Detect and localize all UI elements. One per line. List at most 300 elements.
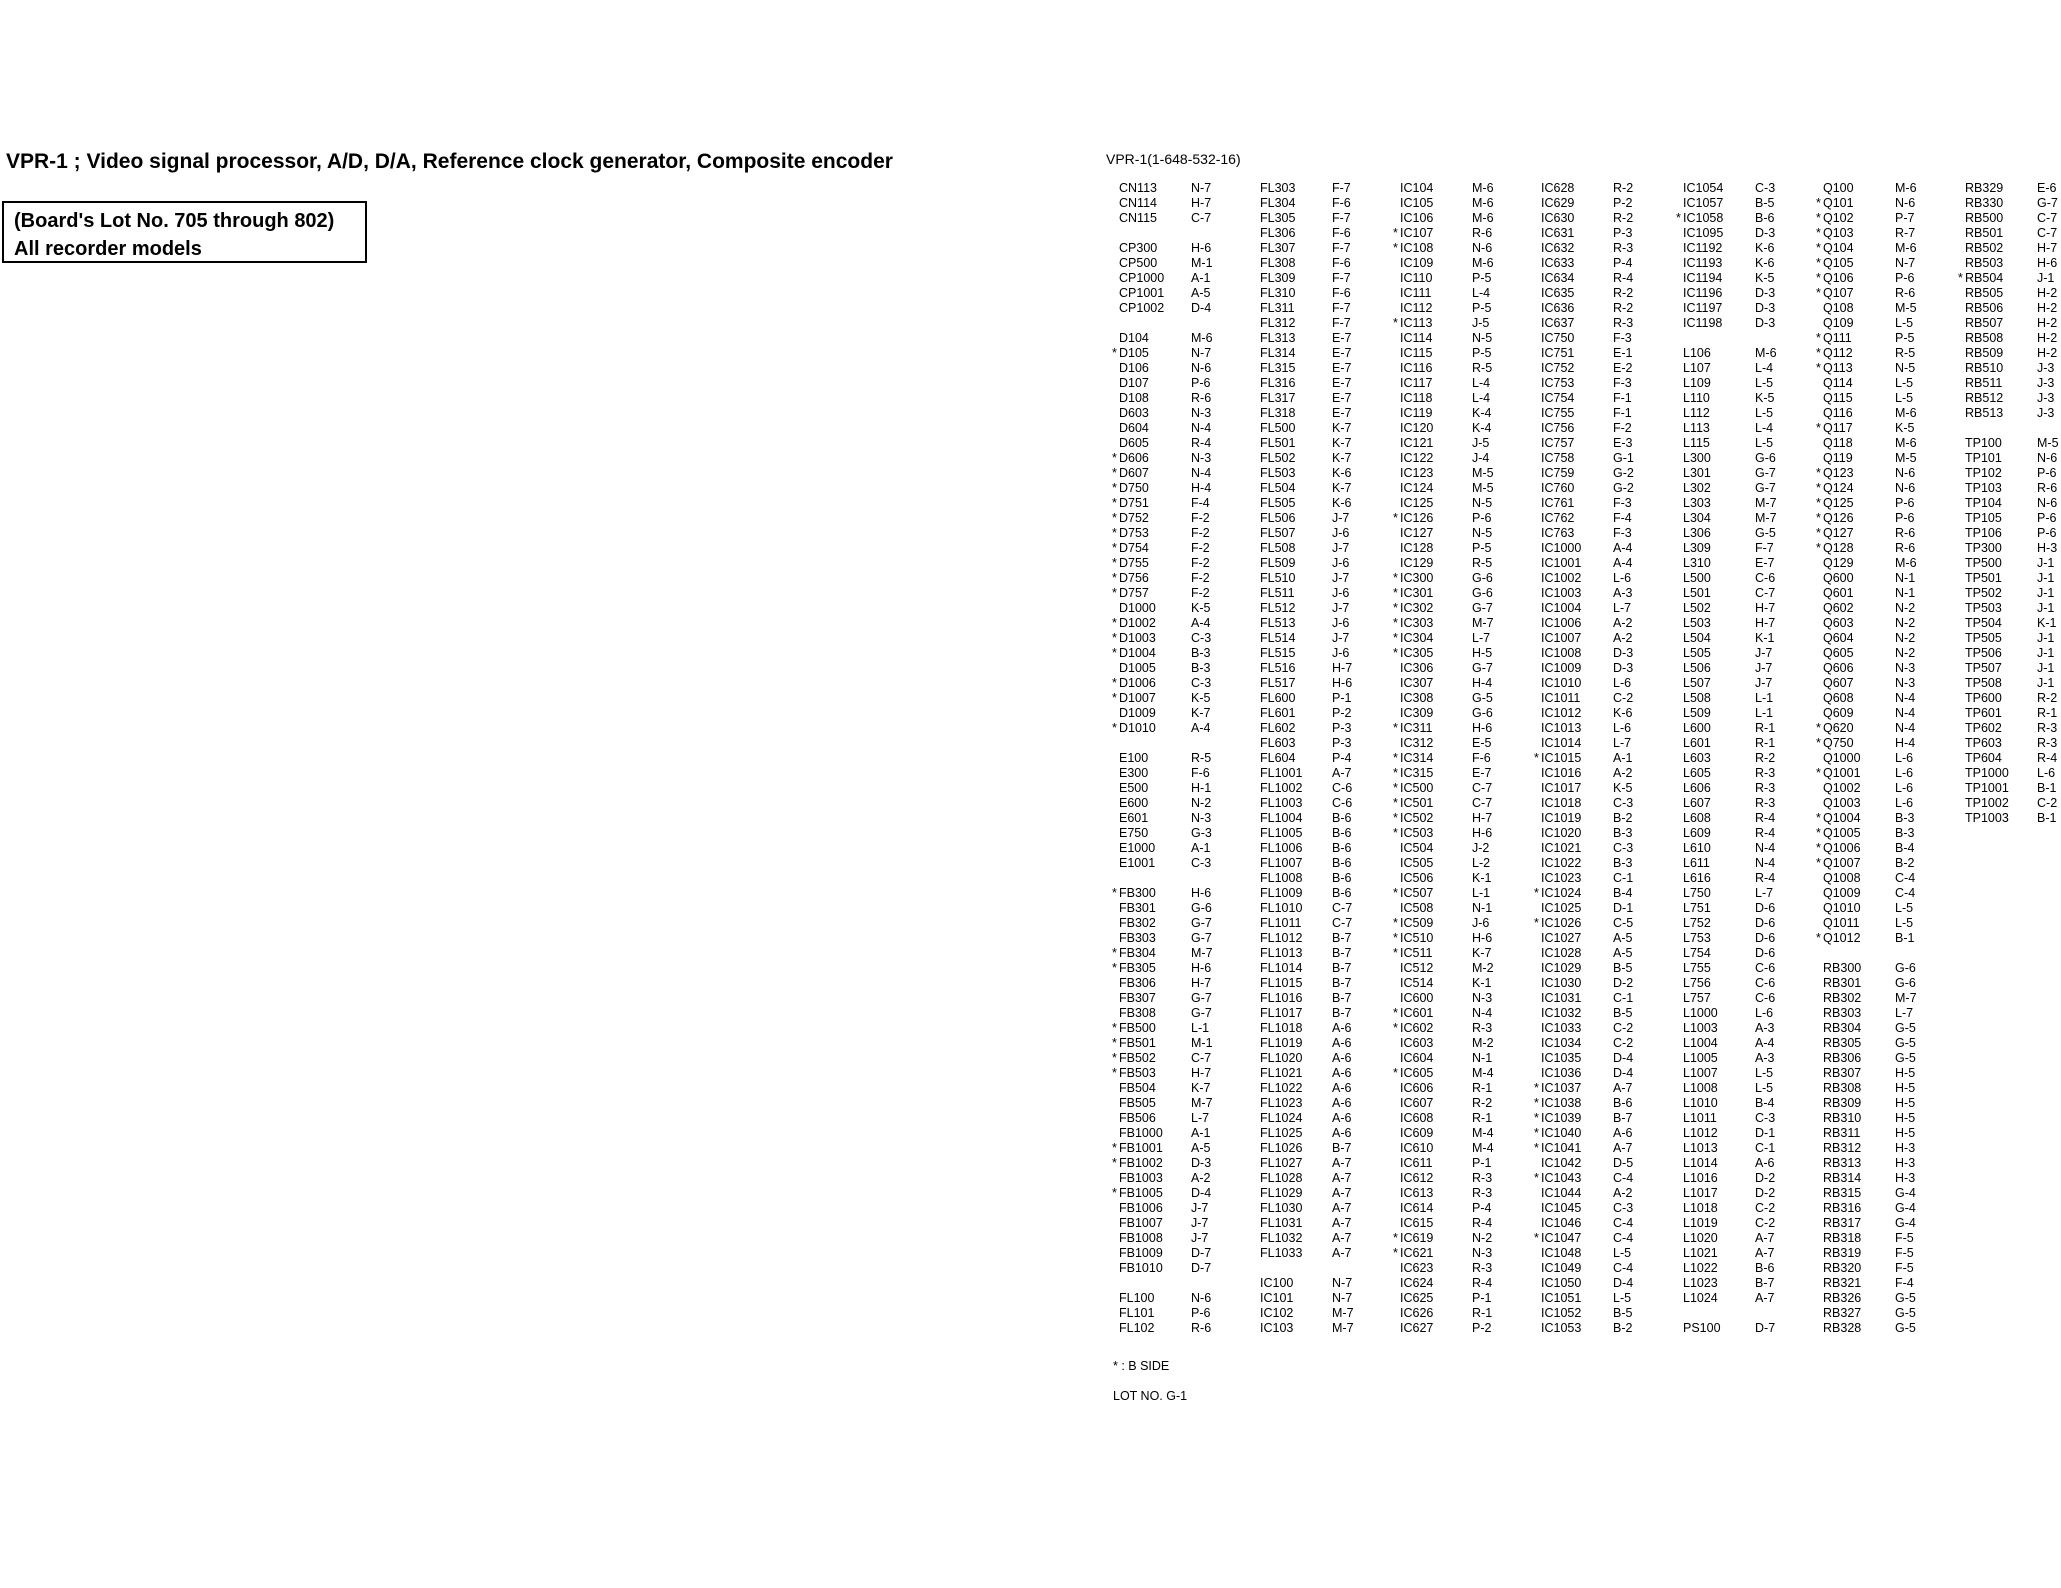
part-ref: FB1006 <box>1119 1201 1163 1215</box>
part-ref: IC608 <box>1400 1111 1434 1125</box>
part-ref: L106 <box>1683 346 1711 360</box>
b-side-marker: * <box>1393 646 1398 660</box>
b-side-marker: * <box>1393 811 1398 825</box>
part-ref: FL1005 <box>1260 826 1303 840</box>
part-ref: IC633 <box>1541 256 1575 270</box>
part-location: L-1 <box>1755 691 1774 705</box>
part-ref: D757 <box>1119 586 1149 600</box>
part-location: B-7 <box>1332 976 1352 990</box>
part-location: N-5 <box>1472 526 1493 540</box>
part-location: R-5 <box>1472 361 1493 375</box>
part-location: E-7 <box>1332 391 1352 405</box>
part-location: C-6 <box>1332 796 1353 810</box>
part-ref: FL508 <box>1260 541 1296 555</box>
part-row <box>1823 1306 1953 1321</box>
part-location: R-6 <box>1191 1321 1212 1335</box>
part-ref: Q620 <box>1823 721 1854 735</box>
part-location: G-6 <box>1895 961 1916 975</box>
part-location: C-2 <box>1613 1021 1634 1035</box>
b-side-marker: * <box>1393 766 1398 780</box>
part-location: H-2 <box>2037 331 2058 345</box>
part-location: R-3 <box>1755 766 1776 780</box>
part-row <box>1683 1231 1813 1246</box>
part-row <box>1683 1096 1813 1111</box>
part-location: H-4 <box>1895 736 1916 750</box>
part-row <box>1260 886 1390 901</box>
part-row <box>1683 1006 1813 1021</box>
part-ref: FB302 <box>1119 916 1156 930</box>
part-location: R-6 <box>2037 481 2058 495</box>
part-row <box>1541 661 1671 676</box>
part-row <box>1965 286 2061 301</box>
part-ref: FB300 <box>1119 886 1156 900</box>
part-ref: RB319 <box>1823 1246 1862 1260</box>
part-location: J-2 <box>1472 841 1490 855</box>
part-row <box>1260 1216 1390 1231</box>
part-ref: TP105 <box>1965 511 2002 525</box>
part-row <box>1683 331 1813 346</box>
part-ref: FL1024 <box>1260 1111 1303 1125</box>
b-side-marker: * <box>1393 586 1398 600</box>
part-location: A-7 <box>1332 1156 1352 1170</box>
part-row <box>1260 211 1390 226</box>
part-ref: FL1013 <box>1260 946 1303 960</box>
part-ref: Q127 <box>1823 526 1854 540</box>
part-row <box>1683 586 1813 601</box>
part-ref: IC601 <box>1400 1006 1434 1020</box>
part-location: E-7 <box>1332 346 1352 360</box>
part-location: R-1 <box>1755 736 1776 750</box>
part-location: C-4 <box>1613 1171 1634 1185</box>
part-ref: L611 <box>1683 856 1710 870</box>
part-ref: L115 <box>1683 436 1710 450</box>
part-ref: Q126 <box>1823 511 1854 525</box>
part-location: A-7 <box>1332 1231 1352 1245</box>
part-row <box>1260 1051 1390 1066</box>
part-row <box>1965 361 2061 376</box>
part-location: D-3 <box>1755 226 1776 240</box>
part-ref: E600 <box>1119 796 1149 810</box>
part-row <box>1683 1261 1813 1276</box>
part-location: J-7 <box>1755 661 1773 675</box>
part-location: F-7 <box>1332 301 1351 315</box>
part-location: G-5 <box>1895 1036 1916 1050</box>
part-ref: IC1013 <box>1541 721 1582 735</box>
part-ref: Q114 <box>1823 376 1853 390</box>
part-location: N-6 <box>1472 241 1493 255</box>
part-location: C-2 <box>1613 691 1634 705</box>
part-ref: L309 <box>1683 541 1711 555</box>
part-row <box>1393 316 1530 331</box>
part-location: N-7 <box>1332 1276 1353 1290</box>
part-row <box>1400 706 1530 721</box>
part-row <box>1683 1126 1813 1141</box>
part-ref: FL1016 <box>1260 991 1303 1005</box>
part-row <box>1119 976 1249 991</box>
part-location: C-6 <box>1755 961 1776 975</box>
part-location: H-2 <box>2037 316 2058 330</box>
b-side-marker: * <box>1816 331 1821 345</box>
part-row <box>1683 1111 1813 1126</box>
part-location: K-6 <box>1332 466 1352 480</box>
part-location: N-3 <box>1191 451 1212 465</box>
part-row <box>1393 631 1530 646</box>
part-location: H-6 <box>1191 241 1212 255</box>
part-row <box>1823 391 1953 406</box>
part-ref: D104 <box>1119 331 1149 345</box>
part-location: N-5 <box>1472 331 1493 345</box>
part-location: H-3 <box>1895 1141 1916 1155</box>
part-ref: IC1044 <box>1541 1186 1582 1200</box>
part-ref: IC1024 <box>1541 886 1582 900</box>
part-location: L-7 <box>1472 631 1491 645</box>
part-ref: IC761 <box>1541 496 1575 510</box>
part-row <box>1965 391 2061 406</box>
part-ref: IC621 <box>1400 1246 1434 1260</box>
part-location: D-1 <box>1755 1126 1776 1140</box>
part-ref: FL603 <box>1260 736 1296 750</box>
part-ref: D755 <box>1119 556 1149 570</box>
part-row <box>1400 1156 1530 1171</box>
part-ref: D756 <box>1119 571 1149 585</box>
part-row <box>1965 601 2061 616</box>
part-row <box>1683 1321 1813 1336</box>
part-row <box>1260 751 1390 766</box>
part-ref: RB300 <box>1823 961 1862 975</box>
part-ref: IC112 <box>1400 301 1433 315</box>
part-location: J-7 <box>1332 571 1350 585</box>
part-location: H-7 <box>1191 976 1212 990</box>
part-row <box>1112 481 1249 496</box>
part-row <box>1683 1201 1813 1216</box>
b-side-marker: * <box>1112 676 1117 690</box>
part-row <box>1816 736 1953 751</box>
part-location: H-6 <box>1191 961 1212 975</box>
part-ref: IC511 <box>1400 946 1433 960</box>
part-ref: FL1028 <box>1260 1171 1303 1185</box>
part-ref: FB505 <box>1119 1096 1156 1110</box>
part-ref: IC625 <box>1400 1291 1434 1305</box>
part-location: R-4 <box>1472 1276 1493 1290</box>
part-location: H-3 <box>1895 1156 1916 1170</box>
part-row <box>1400 436 1530 451</box>
part-location: N-4 <box>1895 691 1916 705</box>
part-location: D-6 <box>1755 916 1776 930</box>
part-ref: IC1020 <box>1541 826 1582 840</box>
part-location: G-4 <box>1895 1186 1916 1200</box>
part-location: A-7 <box>1332 1171 1352 1185</box>
part-row <box>1260 1081 1390 1096</box>
part-row <box>1816 721 1953 736</box>
part-row <box>1260 241 1390 256</box>
part-location: K-1 <box>1472 976 1492 990</box>
part-ref: L1014 <box>1683 1156 1718 1170</box>
part-row <box>1965 556 2061 571</box>
part-ref: IC753 <box>1541 376 1575 390</box>
part-location: M-6 <box>1472 181 1494 195</box>
part-location: J-5 <box>1472 316 1490 330</box>
part-ref: TP102 <box>1965 466 2002 480</box>
part-row <box>1965 181 2061 196</box>
part-location: B-1 <box>2037 781 2057 795</box>
part-row <box>1683 1141 1813 1156</box>
part-location: M-6 <box>1895 436 1917 450</box>
part-location: E-5 <box>1472 736 1492 750</box>
part-location: P-1 <box>1332 691 1352 705</box>
part-ref: L504 <box>1683 631 1711 645</box>
part-location: P-6 <box>1191 376 1211 390</box>
part-row <box>1534 1171 1671 1186</box>
part-ref: L603 <box>1683 751 1711 765</box>
part-ref: L607 <box>1683 796 1711 810</box>
part-row <box>1260 781 1390 796</box>
part-row <box>1119 751 1249 766</box>
b-side-marker: * <box>1816 361 1821 375</box>
part-ref: IC113 <box>1400 316 1433 330</box>
part-location: N-4 <box>1895 721 1916 735</box>
part-ref: L605 <box>1683 766 1711 780</box>
b-side-marker: * <box>1112 946 1117 960</box>
part-ref: E1001 <box>1119 856 1156 870</box>
part-row <box>1119 1216 1249 1231</box>
part-location: H-6 <box>1332 676 1353 690</box>
part-row <box>1260 526 1390 541</box>
part-location: K-7 <box>1472 946 1492 960</box>
part-location: G-5 <box>1895 1051 1916 1065</box>
part-location: C-4 <box>1895 886 1916 900</box>
part-ref: E100 <box>1119 751 1149 765</box>
part-ref: Q119 <box>1823 451 1853 465</box>
part-row <box>1823 991 1953 1006</box>
part-ref: IC1006 <box>1541 616 1582 630</box>
part-location: G-2 <box>1613 481 1634 495</box>
part-ref: FL501 <box>1260 436 1296 450</box>
part-ref: Q116 <box>1823 406 1853 420</box>
part-ref: RB329 <box>1965 181 2004 195</box>
part-ref: L1018 <box>1683 1201 1718 1215</box>
part-row <box>1541 241 1671 256</box>
part-ref: FL1014 <box>1260 961 1303 975</box>
part-row <box>1119 1201 1249 1216</box>
part-location: J-5 <box>1472 436 1490 450</box>
part-location: C-2 <box>2037 796 2058 810</box>
part-row <box>1112 1066 1249 1081</box>
part-row <box>1823 751 1953 766</box>
part-location: L-7 <box>1191 1111 1210 1125</box>
part-ref: IC311 <box>1400 721 1433 735</box>
part-row <box>1816 766 1953 781</box>
part-row <box>1112 526 1249 541</box>
part-row <box>1400 496 1530 511</box>
part-ref: IC1014 <box>1541 736 1582 750</box>
part-ref: IC1035 <box>1541 1051 1582 1065</box>
part-ref: IC111 <box>1400 286 1432 300</box>
part-row <box>1816 271 1953 286</box>
part-ref: FL505 <box>1260 496 1296 510</box>
part-row <box>1260 1141 1390 1156</box>
part-location: L-5 <box>1755 1081 1774 1095</box>
part-location: M-7 <box>1755 511 1777 525</box>
part-row <box>1393 1006 1530 1021</box>
part-row <box>1260 481 1390 496</box>
part-ref: TP503 <box>1965 601 2002 615</box>
part-location: L-7 <box>1613 736 1632 750</box>
b-side-marker: * <box>1112 511 1117 525</box>
part-ref: FL1031 <box>1260 1216 1303 1230</box>
parts-column <box>1260 181 1390 1336</box>
part-location: G-7 <box>1191 931 1212 945</box>
part-row <box>1260 271 1390 286</box>
part-location: A-2 <box>1613 616 1633 630</box>
part-row <box>1119 211 1249 226</box>
part-location: R-6 <box>1472 226 1493 240</box>
part-ref: IC504 <box>1400 841 1434 855</box>
part-row <box>1541 1201 1671 1216</box>
part-row <box>1816 361 1953 376</box>
part-location: N-1 <box>1895 571 1916 585</box>
part-row <box>1823 1006 1953 1021</box>
part-ref: Q124 <box>1823 481 1854 495</box>
part-row <box>1683 1021 1813 1036</box>
part-location: E-3 <box>1613 436 1633 450</box>
part-row <box>1965 466 2061 481</box>
part-ref: FL1004 <box>1260 811 1303 825</box>
part-row <box>1112 721 1249 736</box>
part-location: P-2 <box>1332 706 1352 720</box>
part-ref: RB320 <box>1823 1261 1862 1275</box>
part-location: K-5 <box>1613 781 1633 795</box>
part-location: L-5 <box>1895 916 1914 930</box>
part-row <box>1534 1096 1671 1111</box>
part-ref: D1009 <box>1119 706 1156 720</box>
part-location: M-1 <box>1191 256 1213 270</box>
b-side-marker: * <box>1534 751 1539 765</box>
part-row <box>1965 226 2061 241</box>
part-location: A-6 <box>1332 1111 1352 1125</box>
part-location: D-4 <box>1613 1276 1634 1290</box>
part-ref: RB509 <box>1965 346 2004 360</box>
part-location: E-6 <box>2037 181 2057 195</box>
part-ref: FL315 <box>1260 361 1296 375</box>
part-row <box>1534 1111 1671 1126</box>
part-row <box>1541 376 1671 391</box>
part-ref: CP300 <box>1119 241 1158 255</box>
part-location: F-7 <box>1332 181 1351 195</box>
part-location: B-7 <box>1755 1276 1775 1290</box>
part-location: P-6 <box>1472 511 1492 525</box>
part-ref: FB1000 <box>1119 1126 1163 1140</box>
part-location: A-7 <box>1332 1216 1352 1230</box>
part-row <box>1260 586 1390 601</box>
part-ref: Q1010 <box>1823 901 1861 915</box>
part-location: P-3 <box>1332 721 1352 735</box>
b-side-marker: * <box>1534 1231 1539 1245</box>
part-ref: FL1023 <box>1260 1096 1303 1110</box>
part-location: L-4 <box>1472 391 1491 405</box>
part-ref: PS100 <box>1683 1321 1721 1335</box>
part-row <box>1119 286 1249 301</box>
part-ref: FB502 <box>1119 1051 1156 1065</box>
part-row <box>1119 331 1249 346</box>
b-side-marker: * <box>1534 1126 1539 1140</box>
b-side-marker: * <box>1393 616 1398 630</box>
part-row <box>1400 871 1530 886</box>
part-ref: IC101 <box>1260 1291 1294 1305</box>
part-location: N-6 <box>1895 481 1916 495</box>
part-ref: FL1025 <box>1260 1126 1303 1140</box>
part-row <box>1119 1246 1249 1261</box>
part-ref: IC104 <box>1400 181 1434 195</box>
part-location: M-5 <box>1895 451 1917 465</box>
part-location: N-3 <box>1191 811 1212 825</box>
part-ref: IC1022 <box>1541 856 1582 870</box>
part-row <box>1683 886 1813 901</box>
part-ref: IC637 <box>1541 316 1575 330</box>
part-row <box>1816 421 1953 436</box>
part-location: R-1 <box>2037 706 2058 720</box>
part-ref: Q118 <box>1823 436 1853 450</box>
part-row <box>1534 916 1671 931</box>
part-location: F-3 <box>1613 331 1632 345</box>
part-ref: FL509 <box>1260 556 1296 570</box>
part-row <box>1119 991 1249 1006</box>
part-location: L-1 <box>1191 1021 1210 1035</box>
part-row <box>1260 1276 1390 1291</box>
part-location: R-3 <box>1613 241 1634 255</box>
part-ref: IC300 <box>1400 571 1434 585</box>
part-ref: D752 <box>1119 511 1149 525</box>
part-ref: CN114 <box>1119 196 1157 210</box>
part-ref: TP300 <box>1965 541 2002 555</box>
b-side-marker: * <box>1816 736 1821 750</box>
part-location: A-7 <box>1332 1186 1352 1200</box>
part-location: B-5 <box>1613 1306 1633 1320</box>
part-ref: Q1006 <box>1823 841 1861 855</box>
part-location: F-4 <box>1191 496 1210 510</box>
part-location: H-7 <box>1191 1066 1212 1080</box>
part-ref: L509 <box>1683 706 1711 720</box>
part-location: G-7 <box>1472 601 1493 615</box>
parts-column <box>1676 181 1813 1336</box>
part-row <box>1823 1036 1953 1051</box>
b-side-marker: * <box>1816 196 1821 210</box>
b-side-marker: * <box>1112 961 1117 975</box>
part-location: D-5 <box>1613 1156 1634 1170</box>
part-ref: FL304 <box>1260 196 1296 210</box>
part-row <box>1965 526 2061 541</box>
part-ref: IC1032 <box>1541 1006 1582 1020</box>
part-ref: IC309 <box>1400 706 1434 720</box>
part-location: P-2 <box>1613 196 1633 210</box>
part-row <box>1965 301 2061 316</box>
part-row <box>1823 691 1953 706</box>
b-side-marker: * <box>1393 826 1398 840</box>
part-row <box>1119 1081 1249 1096</box>
part-location: J-6 <box>1332 586 1350 600</box>
part-ref: IC1196 <box>1683 286 1723 300</box>
part-location: H-6 <box>1472 931 1493 945</box>
part-location: M-6 <box>1472 196 1494 210</box>
part-row <box>1823 1111 1953 1126</box>
part-ref: Q113 <box>1823 361 1853 375</box>
part-ref: FL101 <box>1119 1306 1155 1320</box>
part-location: K-6 <box>1332 496 1352 510</box>
part-ref: D1003 <box>1119 631 1156 645</box>
part-row <box>1683 286 1813 301</box>
b-side-marker: * <box>1816 811 1821 825</box>
part-ref: IC314 <box>1400 751 1434 765</box>
part-row <box>1823 1021 1953 1036</box>
